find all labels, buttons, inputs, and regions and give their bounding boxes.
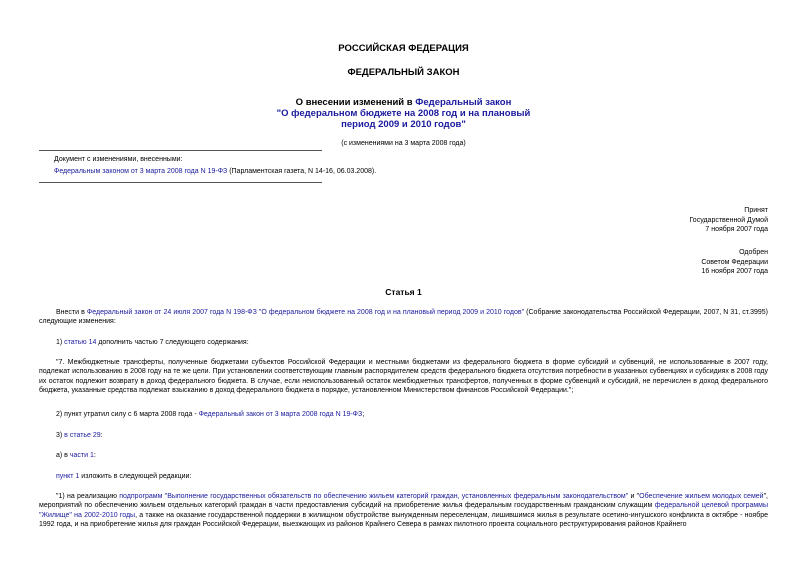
- point-1: [39, 472, 768, 481]
- law-title-prefix: О внесении изменений в: [295, 97, 416, 108]
- intro-text-end: (Собрание законодательства Российской Федерации, 2007, N 31, ст.3995) следующие изменения:: [39, 309, 768, 326]
- subprogram-obligations-link[interactable]: подпрограмм "Выполнение государственных обязательств по обеспечению жильем категорий граждан, установленных федеральным законодательством": [119, 493, 629, 500]
- adoption-accepted: [689, 206, 768, 235]
- quote-point-1: [39, 492, 768, 530]
- part-1-link[interactable]: части 1: [69, 452, 94, 459]
- item-2-end: ;: [362, 411, 365, 418]
- quote-point-1-and: и ": [628, 493, 640, 500]
- item-1-text: дополнить частью 7 следующего содержания:: [96, 339, 249, 346]
- amendment-note: (с изменениями на 3 марта 2008 года): [341, 140, 466, 147]
- point-1-text: изложить в следующей редакции:: [79, 473, 192, 480]
- article-intro: [39, 308, 768, 327]
- law-title-link[interactable]: Федеральный закон: [415, 97, 512, 108]
- country-heading: РОССИЙСКАЯ ФЕДЕРАЦИЯ: [338, 43, 469, 54]
- item-3a-text: а) в: [56, 452, 70, 459]
- law-title-line2[interactable]: "О федеральном бюджете на 2008 год и на плановый: [276, 108, 531, 119]
- doc-box-amendment: [54, 167, 376, 176]
- amending-law-link[interactable]: Федеральным законом от 3 марта 2008 года N 19-ФЗ: [54, 168, 228, 175]
- approved-body: Советом Федерации: [701, 258, 768, 266]
- law-title: [0, 97, 807, 130]
- item-2-text: 2) пункт утратил силу с 6 марта 2008 года -: [56, 411, 199, 418]
- quote-point-1-start: "1) на реализацию: [56, 493, 120, 500]
- amending-law-source: (Парламентская газета, N 14-16, 06.03.2008).: [227, 168, 377, 175]
- accepted-body: Государственной Думой: [689, 216, 768, 224]
- article-heading: Статья 1: [385, 287, 422, 297]
- law-type-heading: ФЕДЕРАЛЬНЫЙ ЗАКОН: [347, 67, 460, 78]
- doc-box-bottom-rule: [39, 182, 322, 183]
- item-1: [39, 338, 768, 347]
- doc-box-label: Документ с изменениями, внесенными:: [54, 156, 183, 163]
- approved-line: Одобрен: [739, 249, 768, 256]
- housing-program-link[interactable]: федеральной целевой программы "Жилище" на 2002-2010 годы: [39, 502, 768, 519]
- quote-point-1-end: , а также на оказание государственной поддержки в жилищном обустройстве вынужденным переселенцам, лишившимся жилья в результате осетино-ингушского конфликта в октябре - ноябре 1992 года, и на приобретение жилья для граждан Российской Федерации, выезжающих из районов Крайнего Севера в рамках пилотного проекта социального реструктурирования районов Крайнего: [39, 511, 768, 529]
- article-29-link[interactable]: в статье 29: [64, 432, 101, 439]
- doc-box-top-rule: [39, 150, 322, 151]
- approved-date: 16 ноября 2007 года: [701, 268, 768, 275]
- intro-text-start: Внести в: [56, 309, 87, 316]
- accepted-date: 7 ноября 2007 года: [705, 226, 768, 233]
- item-1-number: 1): [56, 339, 65, 346]
- accepted-line: Принят: [744, 207, 768, 214]
- item-3-number: 3): [56, 432, 65, 439]
- point-1-link[interactable]: пункт 1: [56, 473, 80, 480]
- quote-part-7: "7. Межбюджетные трансферты, полученные бюджетами субъектов Российской Федерации и местными бюджетами из федерального бюджета в форме субсидий и субвенций, не использованные в 2007 году, подлежат использованию в 2008 году на те же цели. При установлении соответствующим главным распорядителем средств федерального бюджета отсутствия потребности в указанных субвенциях и субсидиях в 2008 году их остаток подлежит возврату в доход федерального бюджета. В случае, если неиспользованный остаток межбюджетных трансфертов, полученных в форме субвенций и субсидий, не перечислен в доход федерального бюджета, указанные средства подлежат взысканию в доход федерального бюджета в порядке, установленном Министерством финансов Российской Федерации.";: [39, 359, 768, 395]
- item-3a-end: :: [93, 452, 96, 459]
- item-3: [39, 431, 768, 440]
- adoption-approved: [701, 248, 768, 277]
- item-3a: [39, 451, 768, 460]
- item-2: [39, 410, 768, 419]
- quote-point-1-mid: ", мероприятий по обеспечению жильем отдельных категорий граждан в части предоставления субсидий на приобретение жилья федеральным государственным гражданским служащим: [39, 493, 768, 510]
- repeal-law-link[interactable]: Федеральный закон от 3 марта 2008 года N 19-ФЗ: [198, 411, 363, 418]
- young-families-link[interactable]: Обеспечение жильем молодых семей: [639, 493, 764, 500]
- article-14-link[interactable]: статью 14: [64, 339, 97, 346]
- item-3-end: :: [100, 432, 103, 439]
- budget-law-link[interactable]: Федеральный закон от 24 июля 2007 года N 198-ФЗ "О федеральном бюджете на 2008 год и на плановый период 2009 и 2010 годов": [86, 309, 525, 316]
- law-title-line3[interactable]: период 2009 и 2010 годов": [341, 119, 466, 130]
